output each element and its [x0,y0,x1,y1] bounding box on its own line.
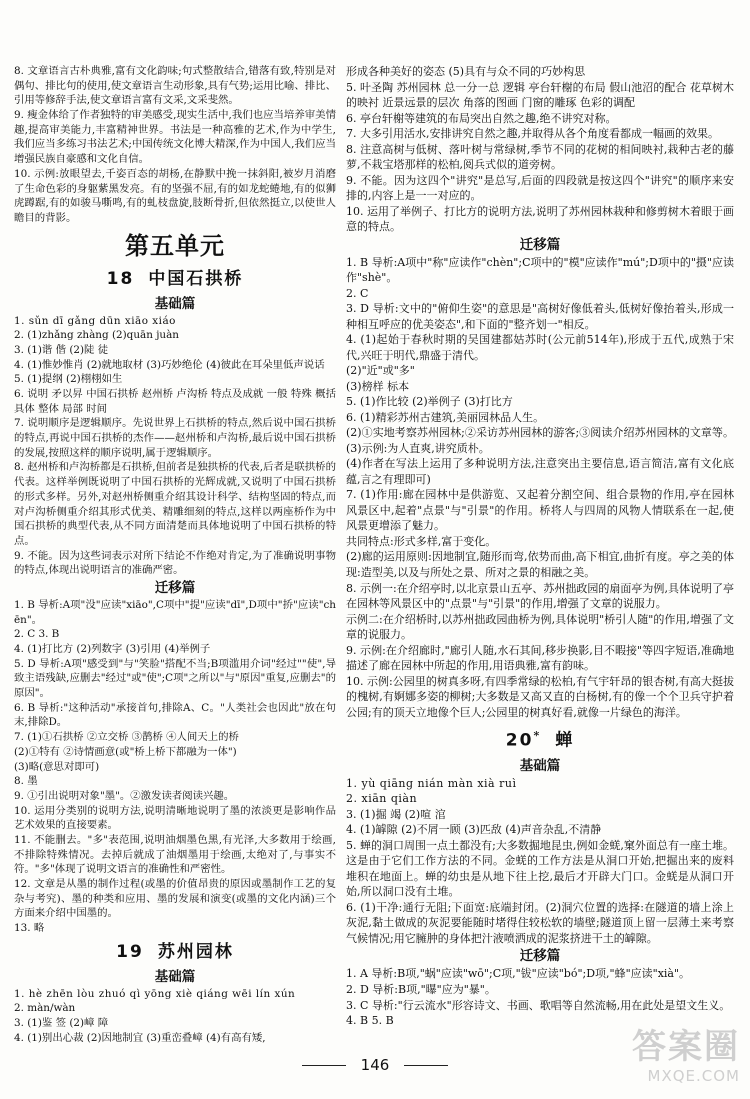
answer-item: 4. B 5. B [346,1014,394,1028]
answer-item: 9. 示例:在介绍廊时,"廊引人随,水石其间,移步换影,目不暇接"等四字短语,准确地描述了廊在园林中所起的作用,用语典雅,富有韵味。 [346,643,734,673]
answer-item: 6. 说明 矛以昇 中国石拱桥 赵州桥 卢沟桥 特点及成就 一般 特殊 概括 具体 整体 局部 时间 [14,388,336,415]
answer-item: 1. A 导析:B项,"蜗"应读"wō";C项,"钹"应读"bó";D项,"蜂"应读"xià"。 [346,967,691,981]
section-heading: 基础篇 [154,968,196,985]
answer-item: 2. C [346,286,369,300]
right-column [346,64,734,1029]
answer-item: 1. B 导析:A项中"称"应读作"chèn";C项中的"模"应读作"mú";D项中的"摄"应读作"shè"。 [346,255,734,285]
section-heading: 基础篇 [154,295,196,312]
answer-item: 8. 示例一:在介绍亭时,以北京景山五亭、苏州拙政园的扇面亭为例,具体说明了亭在园林等风景区中的"点景"与"引景"的作用,增强了文章的说服力。 [346,581,734,611]
answer-item: (3)略(意思对即可) [14,760,100,773]
answer-item: (3)榜样 标本 [346,379,410,393]
answer-item: 3. (1)鉴 签 (2)嶂 障 [14,1017,109,1030]
answer-item: 5. D 导析:A项"感受到"与"笑脸"搭配不当;B项滥用介词"经过""使",导致主语残缺,应删去"经过"或"使";C项"之所以"与"原因"重复,应删去"的原因"。 [14,657,336,700]
lesson-title [14,267,336,291]
answer-item: 4. (1)打比方 (2)列数字 (3)引用 (4)举例子 [14,643,211,655]
answer-item: 示例二:在介绍桥时,以苏州拙政园曲桥为例,具体说明"桥引人随"的作用,增强了文章的说服力。 [346,612,734,642]
lesson-name: 蝉 [555,730,575,751]
answer-item: 8. 赵州桥和卢沟桥都是石拱桥,但前者是独拱桥的代表,后者是联拱桥的代表。这样举例既说明了中国石拱桥的光辉成就,又说明了中国石拱桥的形式多样。另外,对赵州桥侧重介绍其设计科学、结构坚固的特点,而对卢沟桥侧重介绍其形式优美、精雕细刻的特点,这样以两座桥作为中国石拱桥的典型代表,从不同方面清楚而具体地说明了中国石拱桥的特点。 [14,461,336,547]
lesson-name: 苏州园林 [157,941,234,962]
lesson-number: 19 [116,941,144,962]
answer-item: 5. (1)提纲 (2)栩栩如生 [14,373,123,386]
footer-rule-right [404,1065,448,1066]
answer-item: 2. D 导析:B项,"曝"应为"暴"。 [346,982,496,996]
answer-item: 4. (1)别出心裁 (2)因地制宜 (3)重峦叠嶂 (4)有高有矮, [14,1031,266,1044]
answer-item: 9. 不能。因为这四个"讲究"是总写,后面的四段就是按这四个"讲究"的顺序来安排的,内容上是一一对应的。 [346,173,734,203]
answer-item: 4. (1)惟妙惟肖 (2)就地取材 (3)巧妙绝伦 (4)彼此在耳朵里低声说话 [14,358,325,371]
section-heading: 迁移篇 [519,236,561,253]
answer-item: 7. (1)作用:廊在园林中是供游览、又起着分割空间、组合景物的作用,亭在园林风景区中,起着"点景"与"引景"的作用。桥将人与四周的风物人情联系在一起,使风景更增添了魅力。 [346,488,734,533]
pinyin-answer: 1. sǔn dī gǎng dūn xiāo xiáo [14,314,176,327]
answer-item: 11. 不能删去。"多"表范围,说明油烟墨色黑,有光泽,大多数用于绘画,不排除特殊情况。去掉后就成了油烟墨用于绘画,太绝对了,与事实不符。"多"体现了说明文语言的准确性和严密性。 [14,833,336,876]
answer-item: 8. 文章语言古朴典雅,富有文化韵味;句式整散结合,错落有致,特别是对偶句、排比句的使用,使文章语言生动形象,具有气势;运用比喻、排比、引用等修辞手法,使文章语言富有文采,文采斐然。 [14,65,336,107]
answer-item: 8. 注意高树与低树、落叶树与常绿树,季节不同的花树的相间映衬,栽种古老的藤萝,不栽宝塔那样的松柏,阅兵式似的道旁树。 [346,142,734,172]
answer-item: 10. 运用分类别的说明方法,说明清晰地说明了墨的浓淡更是影响作品艺术效果的直接要素。 [14,804,336,832]
answer-item: 3. (1)谐 偕 (2)陡 徒 [14,343,109,356]
answer-item: (2)"近"或"多" [346,364,415,378]
answer-item: 形成各种美好的姿态 (5)具有与众不同的巧妙构思 [346,65,586,78]
answer-item: 9. 瘦金体给了作者独特的审美感受,现实生活中,我们也应当培养审美情趣,提高审美能力,丰富精神世界。书法是一种高雅的艺术,作为中学生,我们应当多练习书法艺术;中国传统文化博大精深,作为中国人,我们应当增强民族自豪感和文化自信。 [14,109,336,166]
answer-item: 6. B 导析:"这种活动"承接首句,排除A、C。"人类社会也因此"放在句末,排除D。 [14,701,336,729]
page-number: 146 [360,1056,390,1074]
answer-item: 5. 叶圣陶 苏州园林 总一分一总 逻辑 亭台轩榭的布局 假山池沼的配合 花草树木的映衬 近景远景的层次 角落的图画 门窗的雕琢 色彩的调配 [346,80,734,110]
answer-item: 2. (1)zhǎng zhàng (2)quān juàn [14,329,180,342]
answer-item: 4. (1)罅隙 (2)不屑一顾 (3)匹敌 (4)声音杂乱,不清静 [346,823,602,837]
answer-item: (2)①实地考察苏州园林;②采访苏州园林的游客;③阅读介绍苏州园林的文章等。(3)示例:为人直爽,讲究质朴。 [346,426,734,455]
answer-item: 3. D 导析:文中的"俯仰生姿"的意思是"高树好像低着头,低树好像抬着头,形成一种相互呼应的优美姿态",和下面的"整齐划一"相反。 [346,302,734,331]
left-column [14,64,336,1046]
answer-item: 9. ①引出说明对象"墨"。②激发读者阅读兴趣。 [14,789,235,802]
pinyin-answer: 1. hè zhēn lòu zhuó qì yōng xiè qiáng wēi lín xún [14,987,296,1000]
answer-item: (4)作者在写法上运用了多种说明方法,注意突出主要信息,语言简洁,富有文化底蕴,言之有理即可) [346,457,734,486]
answer-item: 2. màn/wàn [14,1002,76,1015]
answer-item: 7. (1)①石拱桥 ②立交桥 ③鹊桥 ④人间天上的桥 [14,731,239,744]
answer-item: (2)廊的运用原则:因地制宜,随形而弯,依势而曲,高下相宜,曲折有度。亭之美的体现:造型美,以及与所处之景、所对之景的相融之美。 [346,550,734,579]
answer-item: 3. C 导析:"行云流水"形容诗文、书画、歌唱等自然流畅,用在此处是望文生义。 [346,998,731,1012]
lesson-title [346,724,734,753]
answer-item: 2. C 3. B [14,628,60,641]
watermark-logo: 答案圈 [632,1027,740,1067]
answer-item: 共同特点:形式多样,富于变化。 [346,534,497,548]
section-heading: 迁移篇 [154,579,196,596]
answer-item: 5. (1)作比较 (2)举例子 (3)打比方 [346,395,513,409]
answer-item: 10. 示例:放眼望去,千姿百态的胡杨,在静默中挽一抹斜阳,被岁月消磨了生命色彩的身躯紫黑发亮。有的坚强不屈,有的如龙蛇蜷地,有的似狮虎蹲踞,有的如骏马嘶鸣,有的虬枝盘旋,肢断骨折,但依然挺立,以使世人瞻目的背影。 [14,167,336,224]
lesson-number: 20 [505,730,534,751]
answer-item: 7. 大多引用活水,安排讲究自然之趣,并取得从各个角度看都成一幅画的效果。 [346,127,719,141]
answer-item: 6. (1)精彩苏州古建筑,美丽园林品人生。 [346,410,545,424]
section-heading: 迁移篇 [519,948,561,965]
unit-title: 第五单元 [125,231,225,260]
answer-item: 13. 略 [14,922,45,935]
answer-item: 4. (1)起始于春秋时期的吴国建都姑苏时(公元前514年),形成于五代,成熟于宋代,兴旺于明代,鼎盛于清代。 [346,333,734,362]
footer-rule-left [302,1065,346,1066]
lesson-title [14,940,336,964]
answer-item: 5. 蝉的洞口周围一点土都没有;大多数掘地昆虫,例如金蜣,窠外面总有一座土堆。这是由于它们工作方法的不同。金蜣的工作方法是从洞口开始,把掘出来的废料堆积在地面上。蝉的幼虫是从地下往上挖,最后才开辟大门口。金蜣是从洞口开始,所以洞口没有土堆。 [346,838,734,899]
site-watermark [600,1027,740,1091]
watermark-url: MXQE.COM [647,1067,740,1085]
answer-item: 12. 文章是从墨的制作过程(或墨的价值昂贵的原因或墨制作工艺的复杂与考究)、墨的种类和应用、墨的发展和演变(或墨的文化内涵)三个方面来介绍中国墨的。 [14,878,336,920]
answer-item: 9. 不能。因为这些词表示对所下结论不作绝对肯定,为了准确说明事物的特点,体现出说明语言的准确严密。 [14,549,336,577]
lesson-name: 中国石拱桥 [148,268,244,289]
answer-item: 10. 运用了举例子、打比方的说明方法,说明了苏州园林栽种和修剪树木着眼于画意的特点。 [346,204,734,234]
answer-item: 10. 示例:公园里的树真多呀,有四季常绿的松柏,有气宇轩昂的银杏树,有高大挺拔的槐树,有婀娜多姿的柳树;大多数是又高又直的白杨树,有的像一个个卫兵守护着公园;有的顶天立地像个巨人;公园里的树真好看,就像一片绿色的海洋。 [346,674,734,719]
answer-item: 6. 亭台轩榭等建筑的布局突出自然之趣,绝不讲究对称。 [346,111,617,125]
answer-item: 8. 墨 [14,775,38,788]
answer-item: 7. 说明顺序是逻辑顺序。先说世界上石拱桥的特点,然后说中国石拱桥的特点,再说中国石拱桥的杰作——赵州桥和卢沟桥,最后说中国石拱桥的发展,按照这样的顺序说明,属于逻辑顺序。 [14,417,336,459]
lesson-star-mark: * [533,729,542,743]
answer-item: 3. (1)掘 竭 (2)喧 涫 [346,807,446,821]
section-heading: 基础篇 [519,757,561,774]
answer-item: 6. (1)干净:通行无阻;下面宽:底端封闭。(2)洞穴位置的选择:在隧道的墙上涂上灰泥,黏土做成的灰泥要能随时堵得住较松软的墙壁;隧道顶上留一层薄土来考察气候情况;用它臃肿的身体把汁液喷洒成的泥浆挤进干土的罅隙。 [346,900,734,945]
lesson-number: 18 [106,268,135,289]
pinyin-answer: 1. yù qiāng nián màn xià ruì [346,776,517,790]
answer-item: (2)①特有 ②诗情画意(或"桥上桥下都融为一体") [14,745,237,758]
answer-item: 1. B 导析:A项"没"应读"xiāo",C项中"提"应读"dī",D项中"挢"应读"chēn"。 [14,598,336,626]
pinyin-answer: 2. xiān qiàn [346,792,418,806]
